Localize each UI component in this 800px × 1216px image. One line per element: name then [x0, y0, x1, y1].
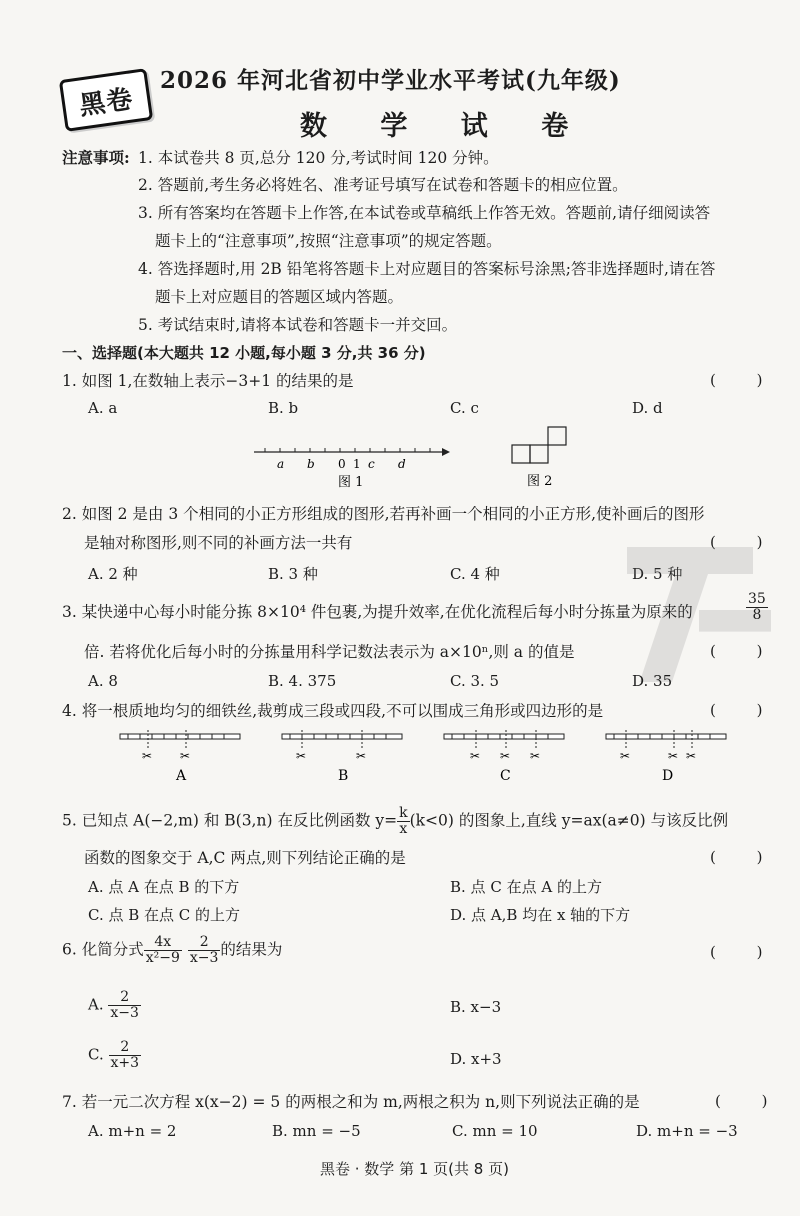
fig1-caption: 图 1: [338, 475, 364, 490]
q4-label-a: A: [176, 768, 187, 784]
fig1-label-c: c: [368, 457, 375, 471]
q1-option-a: A. a: [88, 399, 118, 417]
answer-paren-3: ( ): [710, 642, 781, 660]
question-4-text: 4. 将一根质地均匀的细铁丝,裁剪成三段或四段,不可以围成三角形或四边形的是: [62, 702, 604, 720]
fig2-square-2: [530, 445, 548, 463]
scissors-icon: ✂: [356, 749, 367, 763]
scissors-icon: ✂: [500, 749, 511, 763]
question-2-line-1: 2. 如图 2 是由 3 个相同的小正方形组成的图形,若再补画一个相同的小正方形,使补画后的图形: [62, 505, 705, 523]
scissors-icon: ✂: [296, 749, 307, 763]
q7-option-c: C. mn = 10: [452, 1122, 538, 1140]
answer-paren-2: ( ): [710, 533, 781, 551]
q2-option-c: C. 4 种: [450, 565, 500, 583]
q3-frac-den: 8: [752, 607, 762, 623]
exam-title: 2026 年河北省初中学业水平考试(九年级): [160, 67, 621, 94]
q6-suffix: 的结果为: [220, 940, 283, 959]
scissors-icon: ✂: [620, 749, 631, 763]
q1-option-c: C. c: [450, 399, 479, 417]
scissors-icon: ✂: [686, 749, 697, 763]
fig1-label-b: b: [307, 457, 315, 471]
q5-frac-num: k: [399, 805, 408, 821]
q5-text-b: (k<0) 的图象上,直线 y=ax(a≠0) 与该反比例: [409, 811, 729, 830]
q1-option-b: B. b: [268, 399, 299, 417]
q4-wire-d: [604, 728, 729, 788]
answer-paren-5: ( ): [710, 848, 781, 866]
section-heading: 一、选择题(本大题共 12 小题,每小题 3 分,共 36 分): [62, 344, 426, 362]
q6-f2-num: 2: [188, 935, 221, 951]
q7-option-d: D. m+n = −3: [636, 1122, 738, 1140]
scissors-icon: ✂: [180, 749, 191, 763]
fig1-label-1: 1: [353, 457, 361, 471]
q5-frac-den: x: [399, 821, 408, 837]
fig1-label-a: a: [277, 457, 285, 471]
note-item-1: 1. 本试卷共 8 页,总分 120 分,考试时间 120 分钟。: [138, 149, 499, 167]
q5-option-a: A. 点 A 在点 B 的下方: [88, 878, 240, 896]
q6-f2-den: x−3: [189, 950, 219, 966]
q6-option-c: [88, 1040, 141, 1071]
q4-wire-c: [442, 728, 567, 788]
fig1-label-d: d: [398, 457, 406, 471]
q6-prefix: 6. 化简分式: [62, 940, 144, 959]
brand-badge: 黑卷: [59, 68, 153, 132]
q4-wire-a: [118, 728, 243, 788]
question-5-line-2: 函数的图象交于 A,C 两点,则下列结论正确的是: [84, 849, 406, 867]
fig1-label-0: 0: [338, 457, 346, 471]
q2-option-b: B. 3 种: [268, 565, 318, 583]
q6-option-a-label: A.: [88, 995, 104, 1014]
q6-option-c-label: C.: [88, 1045, 104, 1064]
q3-option-c: C. 3. 5: [450, 672, 500, 690]
question-6-text: [62, 935, 282, 966]
q5-option-c: C. 点 B 在点 C 的上方: [88, 906, 241, 924]
question-2-line-2: 是轴对称图形,则不同的补画方法一共有: [84, 534, 353, 552]
q7-option-b: B. mn = −5: [272, 1122, 361, 1140]
question-3-line-1: 3. 某快递中心每小时能分拣 8×10⁴ 件包裹,为提升效率,在优化流程后每小时分拣量为原来的: [62, 603, 693, 621]
scissors-icon: ✂: [470, 749, 481, 763]
fig2-square-3: [548, 427, 566, 445]
q3-frac-num: 35: [748, 591, 766, 607]
q6-a-num: 2: [108, 990, 141, 1006]
q5-option-d: D. 点 A,B 均在 x 轴的下方: [450, 906, 631, 924]
scissors-icon: ✂: [530, 749, 541, 763]
q7-option-a: A. m+n = 2: [88, 1122, 177, 1140]
q3-option-b: B. 4. 375: [268, 672, 337, 690]
q4-wire-b: [280, 728, 405, 788]
fig2-square-1: [512, 445, 530, 463]
q6-c-num: 2: [109, 1040, 142, 1056]
q1-option-d: D. d: [632, 399, 663, 417]
note-item-4: 4. 答选择题时,用 2B 铅笔将答题卡上对应题目的答案标号涂黑;答非选择题时,请在答: [138, 260, 716, 278]
q6-option-a: [88, 990, 141, 1021]
q5-text-a: 5. 已知点 A(−2,m) 和 B(3,n) 在反比例函数 y=: [62, 811, 398, 830]
answer-paren-7: ( ): [715, 1092, 786, 1110]
fig2-caption: 图 2: [527, 474, 553, 489]
note-item-3-cont: 题卡上的“注意事项”,按照“注意事项”的规定答题。: [155, 232, 502, 250]
q6-option-b: B. x−3: [450, 998, 502, 1016]
scissors-icon: ✂: [668, 749, 679, 763]
note-item-2: 2. 答题前,考生务必将姓名、准考证号填写在试卷和答题卡的相应位置。: [138, 176, 628, 194]
answer-paren-1: ( ): [710, 371, 781, 389]
page-footer: 黑卷 · 数学 第 1 页(共 8 页): [320, 1160, 509, 1178]
note-item-3: 3. 所有答案均在答题卡上作答,在本试卷或草稿纸上作答无效。答题前,请仔细阅读答: [138, 204, 711, 222]
question-5-line-1: [62, 806, 728, 837]
q3-option-d: D. 35: [632, 672, 673, 690]
q3-option-a: A. 8: [88, 672, 118, 690]
q6-f1-den: x²−9: [145, 950, 180, 966]
question-3-line-2: 倍. 若将优化后每小时的分拣量用科学记数法表示为 a×10ⁿ,则 a 的值是: [84, 643, 575, 661]
q2-option-a: A. 2 种: [88, 565, 138, 583]
q5-option-b: B. 点 C 在点 A 的上方: [450, 878, 602, 896]
question-7-text: 7. 若一元二次方程 x(x−2) = 5 的两根之和为 m,两根之积为 n,则下列说法正确的是: [62, 1093, 640, 1111]
answer-paren-6: ( ): [710, 943, 781, 961]
q2-option-d: D. 5 种: [632, 565, 683, 583]
question-1-text: 1. 如图 1,在数轴上表示−3+1 的结果的是: [62, 372, 354, 390]
note-item-4-cont: 题卡上对应题目的答题区域内答题。: [155, 288, 404, 306]
q4-label-d: D: [662, 768, 674, 784]
notes-label: 注意事项:: [62, 148, 130, 167]
scissors-icon: ✂: [142, 749, 153, 763]
q6-f1-num: 4x: [144, 935, 182, 951]
exam-subtitle: 数 学 试 卷: [300, 111, 591, 142]
q6-option-d: D. x+3: [450, 1050, 502, 1068]
note-item-5: 5. 考试结束时,请将本试卷和答题卡一并交回。: [138, 316, 458, 334]
q6-c-den: x+3: [110, 1055, 140, 1071]
q4-label-b: B: [338, 768, 349, 784]
q6-a-den: x−3: [110, 1005, 139, 1021]
figure-1-number-line: [250, 440, 460, 490]
q3-fraction: [746, 592, 768, 623]
figure-2-squares: [505, 425, 585, 490]
answer-paren-4: ( ): [710, 701, 781, 719]
q4-label-c: C: [500, 768, 511, 784]
